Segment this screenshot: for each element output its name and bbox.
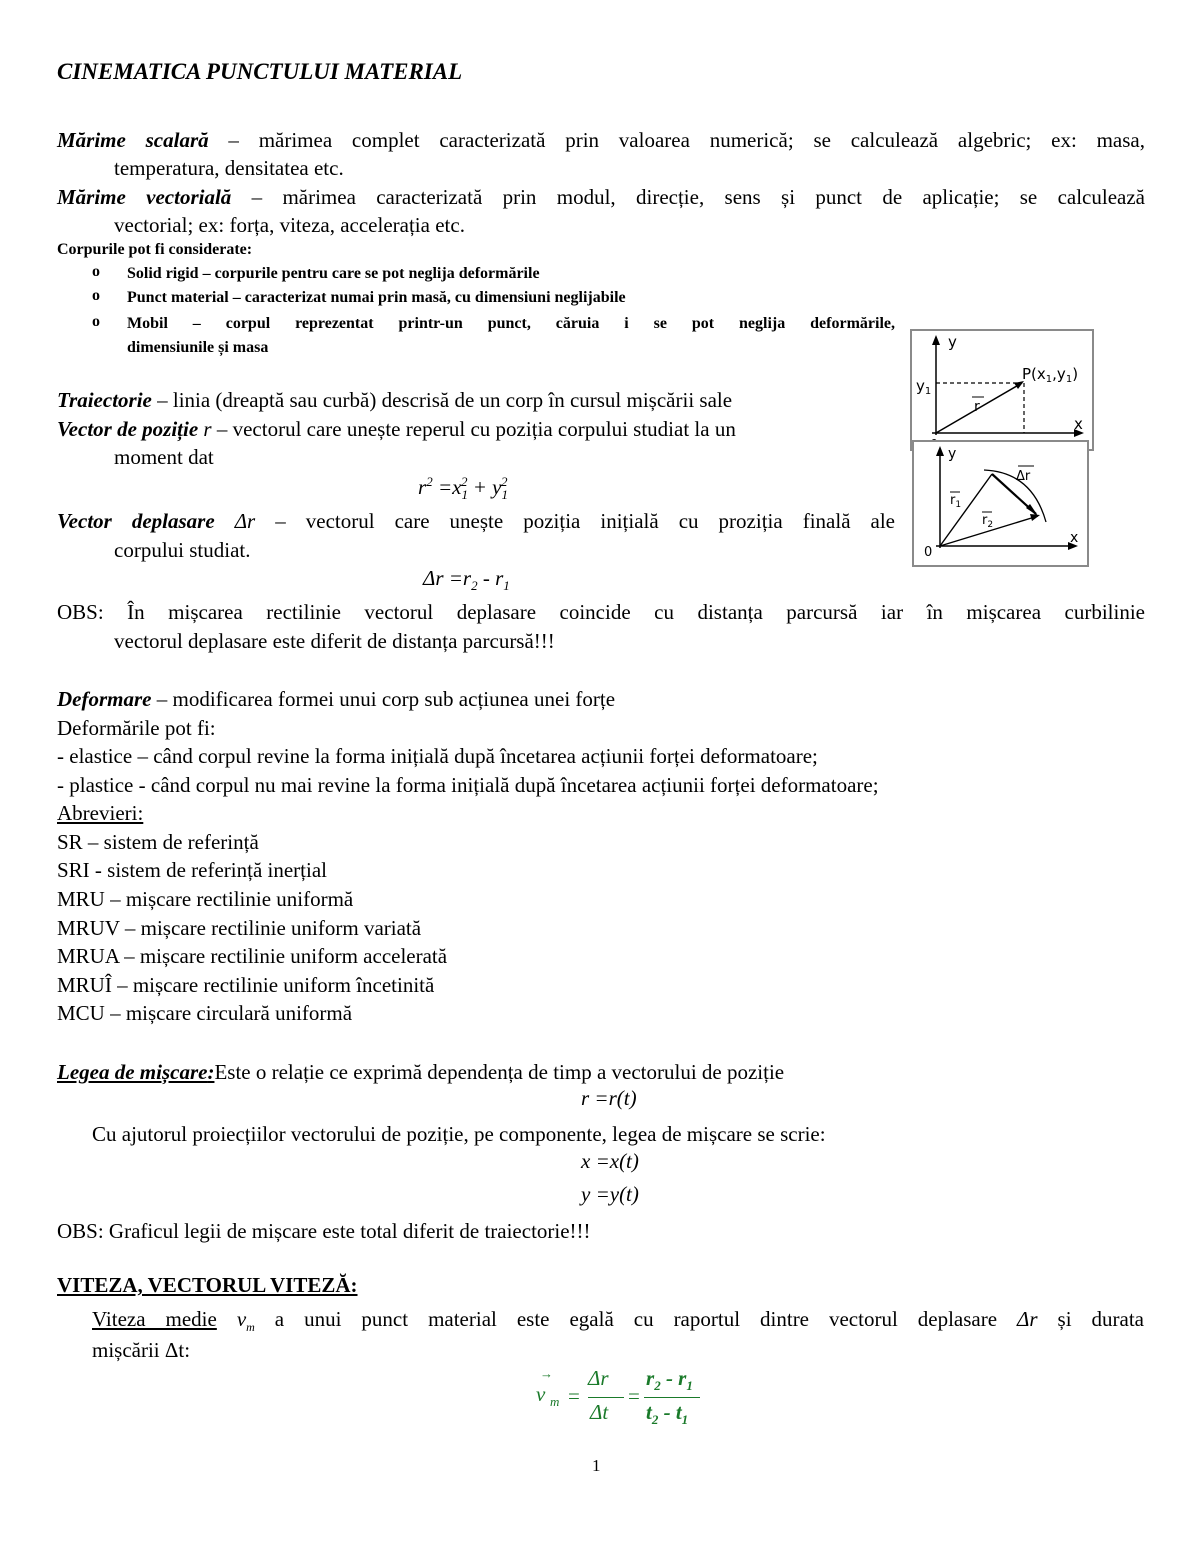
page-title: CINEMATICA PUNCTULUI MATERIAL	[57, 59, 463, 84]
displacement-text: – vectorul care unește poziția inițială cu proziția finală ale	[255, 509, 896, 533]
position-text-continued: moment dat	[114, 445, 214, 469]
delta-r-label: Δr	[1016, 469, 1031, 484]
list-item: Solid rigid – corpurile pentru care se pot neglija deformările	[127, 265, 540, 282]
obs-displacement: OBS: În mișcarea rectilinie vectorul deplasare coincide cu distanța parcursă iar în mișcarea curbilinie	[57, 600, 1145, 624]
x-axis-label: x	[1074, 415, 1083, 433]
abbrev-item: MRUA – mișcare rectilinie uniform accelerată	[57, 944, 448, 968]
displacement-definition	[57, 507, 895, 535]
trajectory-text: – linia (dreaptă sau curbă) descrisă de un corp în cursul mișcării sale	[151, 388, 733, 412]
deformation-elastic: - elastice – când corpul revine la forma inițială după încetarea acțiunii forței deformatoare;	[57, 744, 818, 768]
law-equation-vector: r =r(t)	[581, 1086, 637, 1110]
position-equation: $r^2 =x_1^2 + y_1^2$	[418, 474, 508, 503]
abbrev-title: Abrevieri:	[57, 801, 144, 825]
vector-text-continued: vectorial; ex: forța, viteza, accelerația etc.	[114, 213, 465, 237]
abbrev-item: SRI - sistem de referință inerțial	[57, 858, 327, 882]
average-speed-definition: Viteza medie $v_m$ a unui punct material este egală cu raportul dintre vectorul deplasare Δr și durata	[92, 1307, 1144, 1335]
law-definition: Legea de mișcare:Este o relație ce exprimă dependența de timp a vectorului de poziție	[57, 1060, 785, 1084]
y1-label: $y_1$	[916, 377, 932, 397]
origin-label: 0	[924, 545, 933, 560]
document-page: CINEMATICA PUNCTULUI MATERIAL Mărime scalară – mărimea complet caracterizată prin valoarea numerică; se calculează algebric; ex: masa, temperatura, densitatea etc. Mărime vectorială – mărimea caracterizată prin modul, direcție, sens și punct de aplicație; se calculează vectorial; ex: forța, viteza, accelerația etc. Corpurile pot fi considerate: o Solid rigid – corpurile pentru care se pot neglija deformările o Punct material – caracterizat numai prin masă, cu dimensiuni neglijabile o Mobil – corpul reprezentat printr-un punct, căruia i se pot neglija deformările, dimensiunile și masa Traiectorie – linia (dreaptă sau curbă) descrisă de un corp în cursul mișcării sale Vector de poziție r – vectorul care unește reperul cu poziția corpului studiat la un moment dat $r^2 =x_1^2 + y_1^2$ Vector deplasare Δr – vectorul care unește poziția inițială cu proziția finală ale corpului studiat. $\Delta r =r_2 - r_1$ OBS: În mișcarea rectilinie vectorul deplasare coincide cu distanța parcursă iar în mișcarea curbilinie vectorul deplasare este diferit de distanța parcursă!!! Deformare – modificarea formei unui corp sub acțiunea unei forțe Deformările pot fi: - elastice – când corpul revine la forma inițială după încetarea acțiunii forței deformatoare; - plastice - când corpul nu mai revine la forma inițială după încetarea acțiunii forței deformatoare; Abrevieri: SR – sistem de referință SRI - sistem de referință inerțial MRU – mișcare rectilinie uniformă MRUV – mișcare rectilinie uniform variată MRUA – mișcare rectilinie uniform accelerată MRUÎ – mișcare rectilinie uniform încetinită MCU – mișcare circulară uniformă Legea de mișcare:Este o relație ce exprimă dependența de timp a vectorului de poziție r =r(t) Cu ajutorul proiecțiilor vectorului de poziție, pe componente, legea de mișcare se scrie: x =x(t) y =y(t) OBS: Graficul legii de mișcare este total diferit de traiectorie!!! VITEZA, VECTORUL VITEZĂ: Viteza medie $v_m$ a unui punct material este egală cu raportul dintre vectorul deplasare Δr și durata mișcării Δt: → v m = Δr Δt = $r_2 - r_1$ $t_2 - t_1$ 1 y x $y_1$ $P(x_1,y_1)$ r y x 0 $r_1$ $r_2$ Δr	[0, 0, 1200, 1553]
displacement-term: Vector deplasare	[57, 509, 215, 533]
deformation-plastic: - plastice - când corpul nu mai revine la forma inițială după încetarea acțiunii forței deformatoare;	[57, 773, 879, 797]
displacement-symbol: Δr	[234, 509, 256, 533]
average-speed-continued: mișcării Δt:	[92, 1338, 191, 1362]
bullet-marker: o	[92, 313, 100, 330]
abbrev-item: MCU – mișcare circulară uniformă	[57, 1001, 353, 1025]
figure-displacement-vector	[912, 440, 1089, 567]
law-equation-y: y =y(t)	[581, 1182, 639, 1206]
vector-term: Mărime vectorială	[57, 185, 232, 209]
law-components-text: Cu ajutorul proiecțiilor vectorului de poziție, pe componente, legea de mișcare se scrie:	[92, 1122, 826, 1146]
r2-vector-label: $r_2$	[982, 513, 994, 530]
vector-text: – mărimea caracterizată prin modul, direcție, sens și punct de aplicație; se calculează	[231, 185, 1145, 209]
scalar-term: Mărime scalară	[57, 128, 209, 152]
law-term: Legea de mișcare	[57, 1060, 208, 1084]
vector-definition	[57, 183, 1145, 211]
scalar-text: – mărimea complet caracterizată prin valoarea numerică; se calculează algebric; ex: masa,	[208, 128, 1145, 152]
list-item: Mobil – corpul reprezentat printr-un punct, căruia i se pot neglija deformările,	[127, 315, 895, 332]
page-number: 1	[592, 1456, 601, 1475]
speed-heading: VITEZA, VECTORUL VITEZĂ:	[57, 1273, 358, 1297]
law-equation-x: x =x(t)	[581, 1149, 639, 1173]
abbrev-item: MRUÎ – mișcare rectilinie uniform încetinită	[57, 973, 435, 997]
displacement-equation: $\Delta r =r_2 - r_1$	[423, 566, 510, 594]
bullet-marker: o	[92, 287, 100, 304]
figure-position-vector	[910, 329, 1094, 451]
trajectory-term: Traiectorie	[57, 388, 152, 412]
abbrev-item: MRU – mișcare rectilinie uniformă	[57, 887, 354, 911]
law-text: Este o relație ce exprimă dependența de timp a vectorului de poziție	[214, 1060, 785, 1084]
position-definition	[57, 415, 895, 443]
position-term: Vector de poziție	[57, 417, 199, 441]
x-axis-label: x	[1070, 530, 1079, 546]
list-item-continued: dimensiunile și masa	[127, 339, 269, 356]
y-axis-label: y	[948, 446, 957, 462]
position-symbol: r	[203, 417, 212, 441]
list-item: Punct material – caracterizat numai prin masă, cu dimensiuni neglijabile	[127, 289, 626, 306]
y-axis-label: y	[948, 333, 957, 351]
average-speed-term: Viteza medie	[92, 1307, 217, 1331]
displacement-text-continued: corpului studiat.	[114, 538, 251, 562]
bullet-marker: o	[92, 263, 100, 280]
abbrev-item: SR – sistem de referință	[57, 830, 259, 854]
obs-displacement-continued: vectorul deplasare este diferit de distanța parcursă!!!	[114, 629, 555, 653]
deformation-definition	[57, 685, 1145, 713]
deformation-text: – modificarea formei unui corp sub acțiunea unei forțe	[151, 687, 616, 711]
deformation-term: Deformare	[57, 687, 152, 711]
bodies-intro: Corpurile pot fi considerate:	[57, 241, 253, 258]
vector-arrow-icon: →	[540, 1366, 553, 1381]
deformation-intro: Deformările pot fi:	[57, 716, 216, 740]
position-text: – vectorul care unește reperul cu poziția corpului studiat la un	[211, 417, 736, 441]
r-vector-label: r	[974, 399, 980, 415]
scalar-definition	[57, 126, 1145, 154]
abbrev-item: MRUV – mișcare rectilinie uniform variată	[57, 916, 422, 940]
scalar-text-continued: temperatura, densitatea etc.	[114, 156, 344, 180]
point-label: $P(x_1,y_1)$	[1022, 365, 1079, 385]
r1-vector-label: $r_1$	[950, 493, 962, 510]
law-obs: OBS: Graficul legii de mișcare este total diferit de traiectorie!!!	[57, 1219, 591, 1243]
